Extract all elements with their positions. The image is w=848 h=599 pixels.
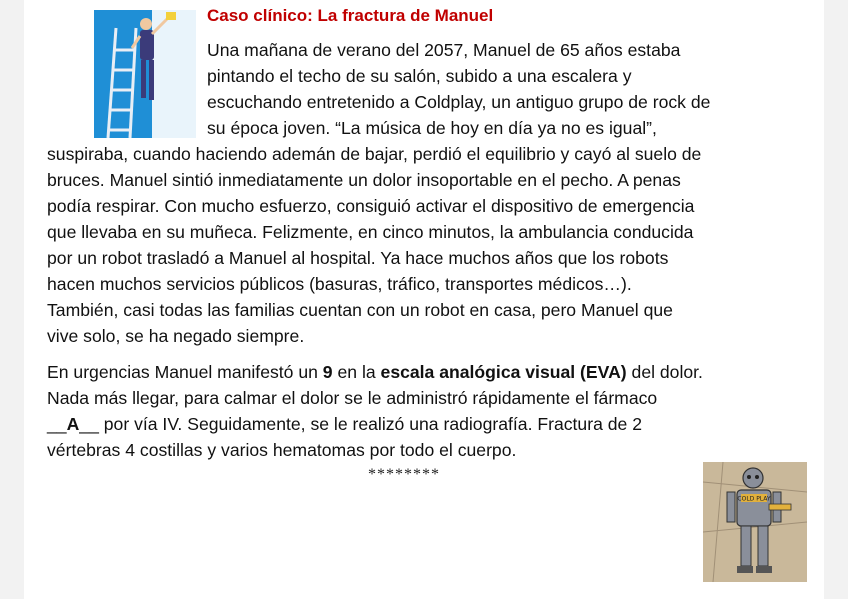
drug-blank-a: A bbox=[66, 414, 80, 434]
narrative-line: por un robot trasladó a Manuel al hospital. Ya hace muchos años que los robots bbox=[47, 248, 669, 268]
narrative-line: podía respirar. Con mucho esfuerzo, consiguió activar el dispositivo de emergencia bbox=[47, 196, 695, 216]
narrative-line: pintando el techo de su salón, subido a una escalera y bbox=[207, 66, 632, 86]
text-run: en la bbox=[332, 362, 381, 382]
text-run: __ por vía IV. Seguidamente, se le realizó una radiografía. Fractura de 2 bbox=[79, 414, 642, 434]
eva-scale-term: escala analógica visual (EVA) bbox=[380, 362, 627, 382]
pain-score: 9 bbox=[322, 362, 333, 382]
svg-text:COLD PLAY: COLD PLAY bbox=[737, 495, 771, 503]
case-title: Caso clínico: La fractura de Manuel bbox=[207, 6, 494, 25]
robot-drawing-illustration bbox=[703, 462, 807, 582]
narrative-line: su época joven. “La música de hoy en día ya no es igual”, bbox=[207, 118, 657, 138]
text-run: del dolor. bbox=[626, 362, 703, 382]
text-run: En urgencias Manuel manifestó un bbox=[47, 362, 323, 382]
blank-left: __ bbox=[47, 414, 67, 434]
painter-on-ladder-illustration bbox=[94, 10, 196, 138]
emergency-line bbox=[47, 360, 703, 386]
narrative-line: que llevaba en su muñeca. Felizmente, en cinco minutos, la ambulancia conducida bbox=[47, 222, 694, 242]
narrative-line: También, casi todas las familias cuentan con un robot en casa, pero Manuel que bbox=[47, 300, 673, 320]
narrative-line: bruces. Manuel sintió inmediatamente un dolor insoportable en el pecho. A penas bbox=[47, 170, 681, 190]
narrative-line: Una mañana de verano del 2057, Manuel de 65 años estaba bbox=[207, 40, 681, 60]
emergency-line: vértebras 4 costillas y varios hematomas por todo el cuerpo. bbox=[47, 440, 517, 460]
narrative-line: escuchando entretenido a Coldplay, un antiguo grupo de rock de bbox=[207, 92, 711, 112]
narrative-line: suspiraba, cuando haciendo ademán de bajar, perdió el equilibrio y cayó al suelo de bbox=[47, 144, 702, 164]
narrative-line: hacen muchos servicios públicos (basuras, tráfico, transportes médicos…). bbox=[47, 274, 632, 294]
emergency-line bbox=[47, 412, 642, 438]
emergency-line: Nada más llegar, para calmar el dolor se le administró rápidamente el fármaco bbox=[47, 388, 658, 408]
narrative-line: vive solo, se ha negado siempre. bbox=[47, 326, 305, 346]
separator-stars: ******** bbox=[368, 466, 440, 483]
